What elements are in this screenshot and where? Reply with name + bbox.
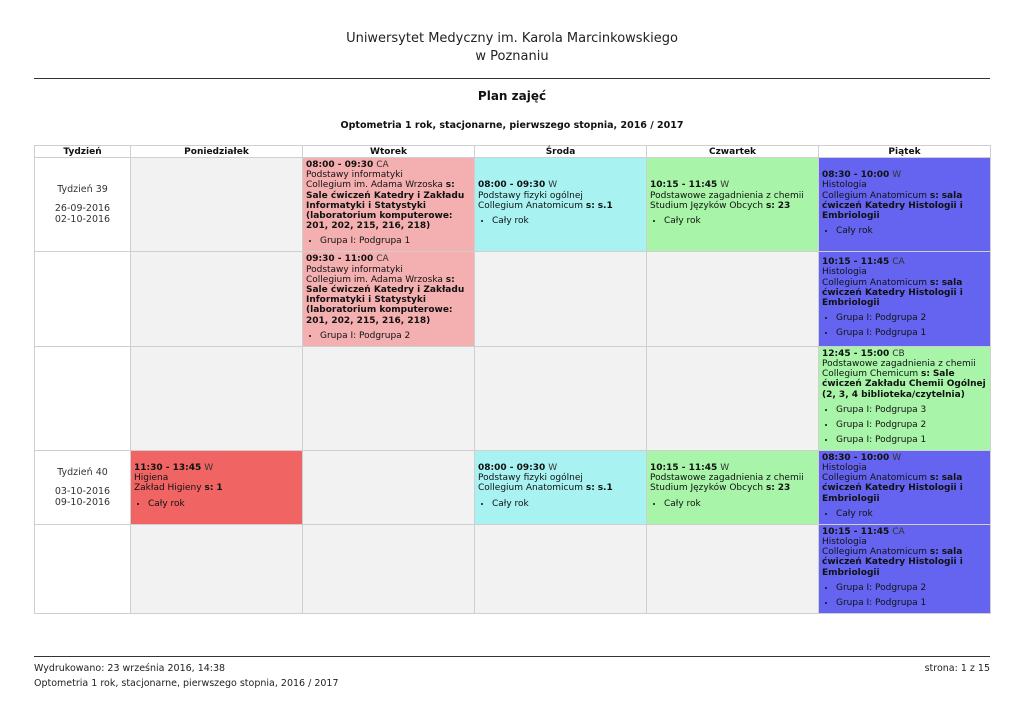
event-groups bbox=[822, 581, 987, 611]
event-room: 1 bbox=[216, 483, 223, 494]
event-group: • Cały rok bbox=[664, 497, 815, 512]
event-subject: Podstawy fizyki ogólnej bbox=[478, 473, 583, 484]
event-group: • Grupa I: Podgrupa 1 bbox=[320, 234, 471, 249]
week-cell bbox=[35, 450, 131, 524]
event-cell[interactable] bbox=[131, 450, 303, 524]
event-location: Studium Języków Obcych bbox=[650, 483, 764, 494]
event-time: 10:15 - 11:45 bbox=[822, 257, 890, 268]
footer-divider bbox=[34, 656, 990, 657]
table-row bbox=[35, 346, 991, 450]
event-cell[interactable] bbox=[475, 158, 647, 252]
header-row bbox=[35, 146, 991, 158]
event-groups bbox=[822, 507, 987, 522]
event-time: 09:30 - 11:00 bbox=[306, 254, 374, 265]
event-room: sala ćwiczeń Katedry Histologii i Embriologii bbox=[822, 277, 963, 308]
event-subject: Podstawy fizyki ogólnej bbox=[478, 190, 583, 201]
week-date-to: 02-10-2016 bbox=[54, 214, 111, 226]
empty-cell bbox=[647, 252, 819, 346]
column-header: Wtorek bbox=[303, 146, 475, 158]
column-header: Czwartek bbox=[647, 146, 819, 158]
event-group: • Grupa I: Podgrupa 1 bbox=[836, 596, 987, 611]
column-header: Poniedziałek bbox=[131, 146, 303, 158]
event-block bbox=[647, 178, 818, 231]
week-cell bbox=[35, 158, 131, 252]
event-time: 08:00 - 09:30 bbox=[478, 180, 546, 191]
event-subject: Histologia bbox=[822, 267, 867, 278]
event-type: W bbox=[204, 463, 214, 474]
event-cell[interactable] bbox=[647, 158, 819, 252]
column-header: Środa bbox=[475, 146, 647, 158]
event-block bbox=[647, 461, 818, 514]
page-number: strona: 1 z 15 bbox=[924, 663, 990, 674]
event-location: Studium Języków Obcych bbox=[650, 200, 764, 211]
event-time: 10:15 - 11:45 bbox=[650, 180, 718, 191]
event-room-label: s: bbox=[585, 483, 595, 494]
event-location: Collegium Anatomicum bbox=[822, 277, 927, 288]
event-subject: Podstawowe zagadnienia z chemii bbox=[650, 190, 804, 201]
event-cell[interactable] bbox=[819, 346, 991, 450]
event-group: • Grupa I: Podgrupa 2 bbox=[320, 329, 471, 344]
table-row bbox=[35, 158, 991, 252]
event-cell[interactable] bbox=[819, 450, 991, 524]
event-room-label: s: bbox=[445, 180, 455, 191]
event-subject: Higiena bbox=[134, 473, 169, 484]
table-row bbox=[35, 252, 991, 346]
event-room: Sale ćwiczeń Katedry i Zakładu Informatyki i Statystyki (laboratorium komputerowe: 201, 202, 215, 216, 218) bbox=[306, 190, 465, 232]
event-group: • Cały rok bbox=[836, 224, 987, 239]
event-type: W bbox=[548, 180, 558, 191]
event-time: 12:45 - 15:00 bbox=[822, 348, 890, 359]
event-room-label: s: bbox=[765, 483, 775, 494]
page-title: Plan zajęć bbox=[477, 89, 547, 103]
timetable bbox=[34, 145, 991, 614]
university-name: Uniwersytet Medyczny im. Karola Marcinkowskiego bbox=[346, 31, 678, 46]
event-group: • Grupa I: Podgrupa 2 bbox=[836, 418, 987, 433]
empty-cell bbox=[131, 346, 303, 450]
event-cell[interactable] bbox=[303, 252, 475, 346]
event-location: Collegium Anatomicum bbox=[478, 200, 583, 211]
event-time: 08:00 - 09:30 bbox=[306, 160, 374, 170]
event-group: • Cały rok bbox=[492, 214, 643, 229]
event-room-label: s: bbox=[929, 473, 939, 484]
event-location: Zakład Higieny bbox=[134, 483, 202, 494]
event-location: Collegium Anatomicum bbox=[822, 473, 927, 484]
event-location: Collegium Anatomicum bbox=[478, 483, 583, 494]
page-subtitle: Optometria 1 rok, stacjonarne, pierwszego stopnia, 2016 / 2017 bbox=[340, 120, 684, 131]
event-block bbox=[819, 255, 990, 343]
event-type: W bbox=[892, 170, 902, 181]
event-room: s.1 bbox=[597, 200, 613, 211]
empty-cell bbox=[131, 158, 303, 252]
event-location: Collegium Anatomicum bbox=[822, 190, 927, 201]
table-row bbox=[35, 450, 991, 524]
event-subject: Podstawy informatyki bbox=[306, 170, 403, 181]
event-type: W bbox=[720, 180, 730, 191]
empty-cell bbox=[131, 252, 303, 346]
event-room-label: s: bbox=[929, 190, 939, 201]
empty-cell bbox=[647, 346, 819, 450]
event-time: 08:30 - 10:00 bbox=[822, 452, 890, 463]
event-group: • Grupa I: Podgrupa 3 bbox=[836, 403, 987, 418]
event-group: • Grupa I: Podgrupa 1 bbox=[836, 433, 987, 448]
column-header: Tydzień bbox=[35, 146, 131, 158]
event-type: CB bbox=[892, 348, 905, 359]
event-time: 08:30 - 10:00 bbox=[822, 170, 890, 181]
event-groups bbox=[134, 497, 299, 512]
event-type: W bbox=[548, 463, 558, 474]
event-groups bbox=[478, 214, 643, 229]
column-header: Piątek bbox=[819, 146, 991, 158]
event-room: sala ćwiczeń Katedry Histologii i Embriologii bbox=[822, 473, 963, 504]
event-groups bbox=[822, 224, 987, 239]
event-time: 10:15 - 11:45 bbox=[822, 526, 890, 537]
event-subject: Histologia bbox=[822, 537, 867, 548]
event-groups bbox=[478, 497, 643, 512]
event-groups bbox=[306, 329, 471, 344]
event-type: CA bbox=[376, 254, 389, 265]
event-group: • Grupa I: Podgrupa 1 bbox=[836, 326, 987, 341]
empty-cell bbox=[475, 524, 647, 613]
empty-cell bbox=[475, 346, 647, 450]
event-room: s.1 bbox=[597, 483, 613, 494]
event-groups bbox=[306, 234, 471, 249]
event-time: 11:30 - 13:45 bbox=[134, 463, 202, 474]
event-room-label: s: bbox=[920, 369, 930, 380]
event-group: • Cały rok bbox=[664, 214, 815, 229]
event-subject: Histologia bbox=[822, 180, 867, 191]
event-groups bbox=[650, 497, 815, 512]
event-block bbox=[303, 252, 474, 345]
event-block bbox=[819, 168, 990, 241]
event-location: Collegium im. Adama Wrzoska bbox=[306, 180, 443, 191]
event-block bbox=[475, 461, 646, 514]
event-cell[interactable] bbox=[303, 158, 475, 252]
event-room: sala ćwiczeń Katedry Histologii i Embriologii bbox=[822, 547, 963, 578]
event-type: CA bbox=[376, 160, 389, 170]
event-block bbox=[819, 525, 990, 613]
week-cell bbox=[35, 346, 131, 450]
event-group: • Grupa I: Podgrupa 2 bbox=[836, 311, 987, 326]
event-cell[interactable] bbox=[647, 450, 819, 524]
event-time: 08:00 - 09:30 bbox=[478, 463, 546, 474]
event-group: • Cały rok bbox=[492, 497, 643, 512]
event-cell[interactable] bbox=[819, 524, 991, 613]
event-room-label: s: bbox=[765, 200, 775, 211]
event-type: W bbox=[720, 463, 730, 474]
printed-date: Wydrukowano: 23 września 2016, 14:38 bbox=[34, 663, 226, 674]
event-type: CA bbox=[892, 526, 905, 537]
event-room-label: s: bbox=[445, 274, 455, 285]
event-room-label: s: bbox=[204, 483, 214, 494]
event-group: • Grupa I: Podgrupa 2 bbox=[836, 581, 987, 596]
event-location: Collegium Chemicum bbox=[822, 369, 919, 380]
week-cell bbox=[35, 524, 131, 613]
event-cell[interactable] bbox=[819, 158, 991, 252]
week-cell bbox=[35, 252, 131, 346]
event-room-label: s: bbox=[585, 200, 595, 211]
header-divider bbox=[34, 78, 990, 79]
event-room-label: s: bbox=[929, 547, 939, 558]
event-groups bbox=[822, 311, 987, 341]
university-city: w Poznaniu bbox=[475, 49, 549, 64]
week-date-from: 03-10-2016 bbox=[54, 485, 111, 497]
event-location: Collegium Anatomicum bbox=[822, 547, 927, 558]
event-room: Sale ćwiczeń Katedry i Zakładu Informatyki i Statystyki (laboratorium komputerowe: 201, 202, 215, 216, 218) bbox=[306, 285, 465, 326]
table-row bbox=[35, 524, 991, 613]
event-type: W bbox=[892, 452, 902, 463]
event-block bbox=[303, 158, 474, 251]
empty-cell bbox=[303, 450, 475, 524]
event-subject: Histologia bbox=[822, 463, 867, 474]
event-room: 23 bbox=[777, 200, 791, 211]
event-groups bbox=[650, 214, 815, 229]
event-room: Sale ćwiczeń Zakładu Chemii Ogólnej (2, 3, 4 biblioteka/czytelnia) bbox=[822, 369, 986, 400]
event-block bbox=[475, 178, 646, 231]
week-name: Tydzień 40 bbox=[57, 466, 108, 478]
event-room: 23 bbox=[777, 483, 791, 494]
event-type: CA bbox=[892, 257, 905, 268]
event-subject: Podstawy informatyki bbox=[306, 264, 403, 275]
empty-cell bbox=[303, 524, 475, 613]
event-room: sala ćwiczeń Katedry Histologii i Embriologii bbox=[822, 190, 963, 222]
event-groups bbox=[822, 403, 987, 448]
footer-program: Optometria 1 rok, stacjonarne, pierwszego stopnia, 2016 / 2017 bbox=[34, 678, 339, 689]
week-date-to: 09-10-2016 bbox=[54, 496, 111, 508]
event-group: • Cały rok bbox=[148, 497, 299, 512]
event-time: 10:15 - 11:45 bbox=[650, 463, 718, 474]
empty-cell bbox=[475, 252, 647, 346]
event-block bbox=[819, 451, 990, 524]
event-location: Collegium im. Adama Wrzoska bbox=[306, 274, 443, 285]
event-cell[interactable] bbox=[819, 252, 991, 346]
empty-cell bbox=[647, 524, 819, 613]
event-room-label: s: bbox=[929, 277, 939, 288]
week-name: Tydzień 39 bbox=[57, 184, 108, 196]
event-block bbox=[819, 347, 990, 450]
event-group: • Cały rok bbox=[836, 507, 987, 522]
event-subject: Podstawowe zagadnienia z chemii bbox=[822, 359, 976, 370]
event-cell[interactable] bbox=[475, 450, 647, 524]
week-date-from: 26-09-2016 bbox=[54, 203, 111, 215]
empty-cell bbox=[131, 524, 303, 613]
event-block bbox=[131, 461, 302, 514]
empty-cell bbox=[303, 346, 475, 450]
event-subject: Podstawowe zagadnienia z chemii bbox=[650, 473, 804, 484]
